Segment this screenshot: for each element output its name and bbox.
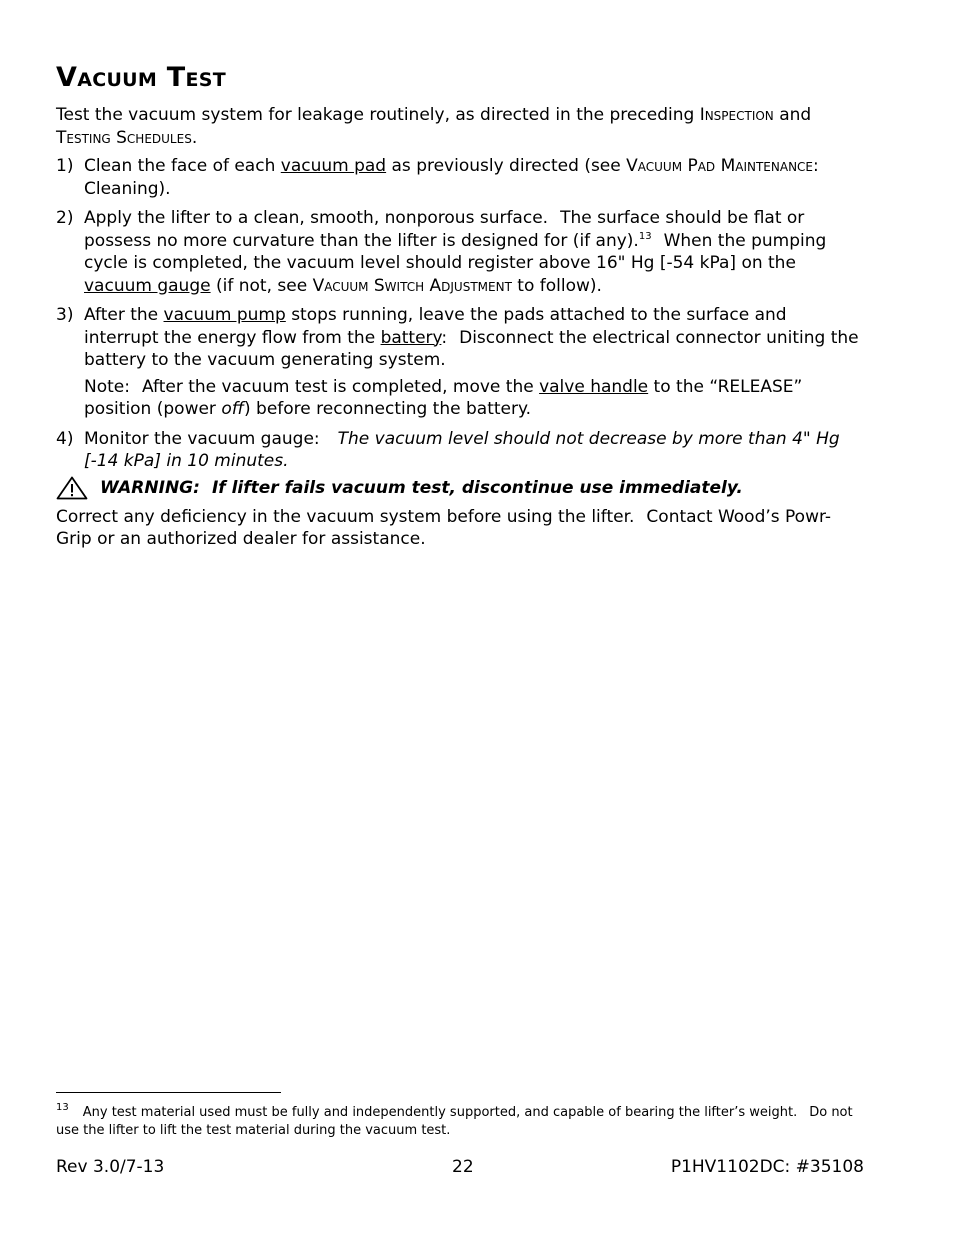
- footnote-reference[interactable]: 13: [638, 230, 652, 242]
- page-footer: [56, 1156, 864, 1178]
- step-3: 3) After the vacuum pump stops running, leave the pads attached to the surface and interrupt the energy flow from the battery: Disconnect the electrical connector uniting the battery to the vacuum generating system.: [56, 305, 859, 370]
- closing-paragraph: Correct any deficiency in the vacuum system before using the lifter. Contact Wood’s Powr-Grip or an authorized dealer for assistance.: [56, 506, 832, 549]
- step-number: 1): [56, 156, 74, 176]
- step-number: 4): [56, 428, 74, 449]
- vacuum-gauge-link[interactable]: vacuum gauge: [84, 275, 211, 296]
- intro-paragraph: Test the vacuum system for leakage routinely, as directed in the preceding Inspection and Testing Schedules.: [56, 105, 812, 148]
- step-4: 4) Monitor the vacuum gauge: The vacuum level should not decrease by more than 4" Hg [-14 kPa] in 10 minutes.: [56, 428, 840, 471]
- vacuum-switch-adjustment-ref: Vacuum Switch Adjustment: [312, 275, 512, 296]
- vacuum-pad-maintenance-ref: Vacuum Pad Maintenance: [626, 156, 814, 176]
- procedure-list: [56, 155, 866, 473]
- page-title: Vacuum Test: [56, 62, 227, 93]
- step-number: 2): [56, 208, 74, 228]
- step-number: 3): [56, 305, 74, 325]
- warning-text: If lifter fails vacuum test, discontinue use immediately.: [211, 477, 743, 498]
- footnote-separator: [56, 1092, 281, 1093]
- testing-schedules-ref: Testing Schedules: [56, 127, 192, 148]
- vacuum-pad-link[interactable]: vacuum pad: [280, 156, 387, 176]
- battery-link[interactable]: battery: [380, 327, 442, 348]
- page-number: 22: [452, 1157, 474, 1177]
- note-label: Note:: [84, 376, 130, 397]
- warning-callout: [56, 476, 866, 500]
- inspection-ref: Inspection: [699, 105, 774, 125]
- warning-label: WARNING:: [100, 477, 200, 498]
- page-content: [56, 58, 866, 551]
- document-id: P1HV1102DC: #35108: [670, 1157, 864, 1177]
- warning-triangle-icon: [56, 476, 88, 500]
- footnote-number: 13: [56, 1102, 69, 1113]
- step-2: 2) Apply the lifter to a clean, smooth, nonporous surface. The surface should be flat or possess no more curvature than the lifter is designed for (if any).$^{13}$ When the pumping cycle is completed, the vacuum level should register above 16" Hg [-54 kPa] on the vacuum gauge (if not, see Vacuum Switch Adjustment to follow).: [56, 208, 827, 296]
- vacuum-criterion: The vacuum level should not decrease by more than 4" Hg [-14 kPa] in 10 minutes.: [84, 428, 840, 471]
- vacuum-pump-link[interactable]: vacuum pump: [163, 305, 286, 325]
- step-1: 1) Clean the face of each vacuum pad as previously directed (see Vacuum Pad Maintenance: Cleaning).: [56, 156, 819, 199]
- revision-label: Rev 3.0/7-13: [56, 1157, 165, 1177]
- note-paragraph: Note: After the vacuum test is completed, move the valve handle to the “RELEASE” position (power off) before reconnecting the battery.: [84, 376, 803, 419]
- footnote: $^{13}$ Any test material used must be fully and independently supported, and capable of bearing the lifter’s weight. Do not use the lifter to lift the test material during the vacuum test.: [56, 1102, 853, 1138]
- valve-handle-link[interactable]: valve handle: [539, 376, 649, 397]
